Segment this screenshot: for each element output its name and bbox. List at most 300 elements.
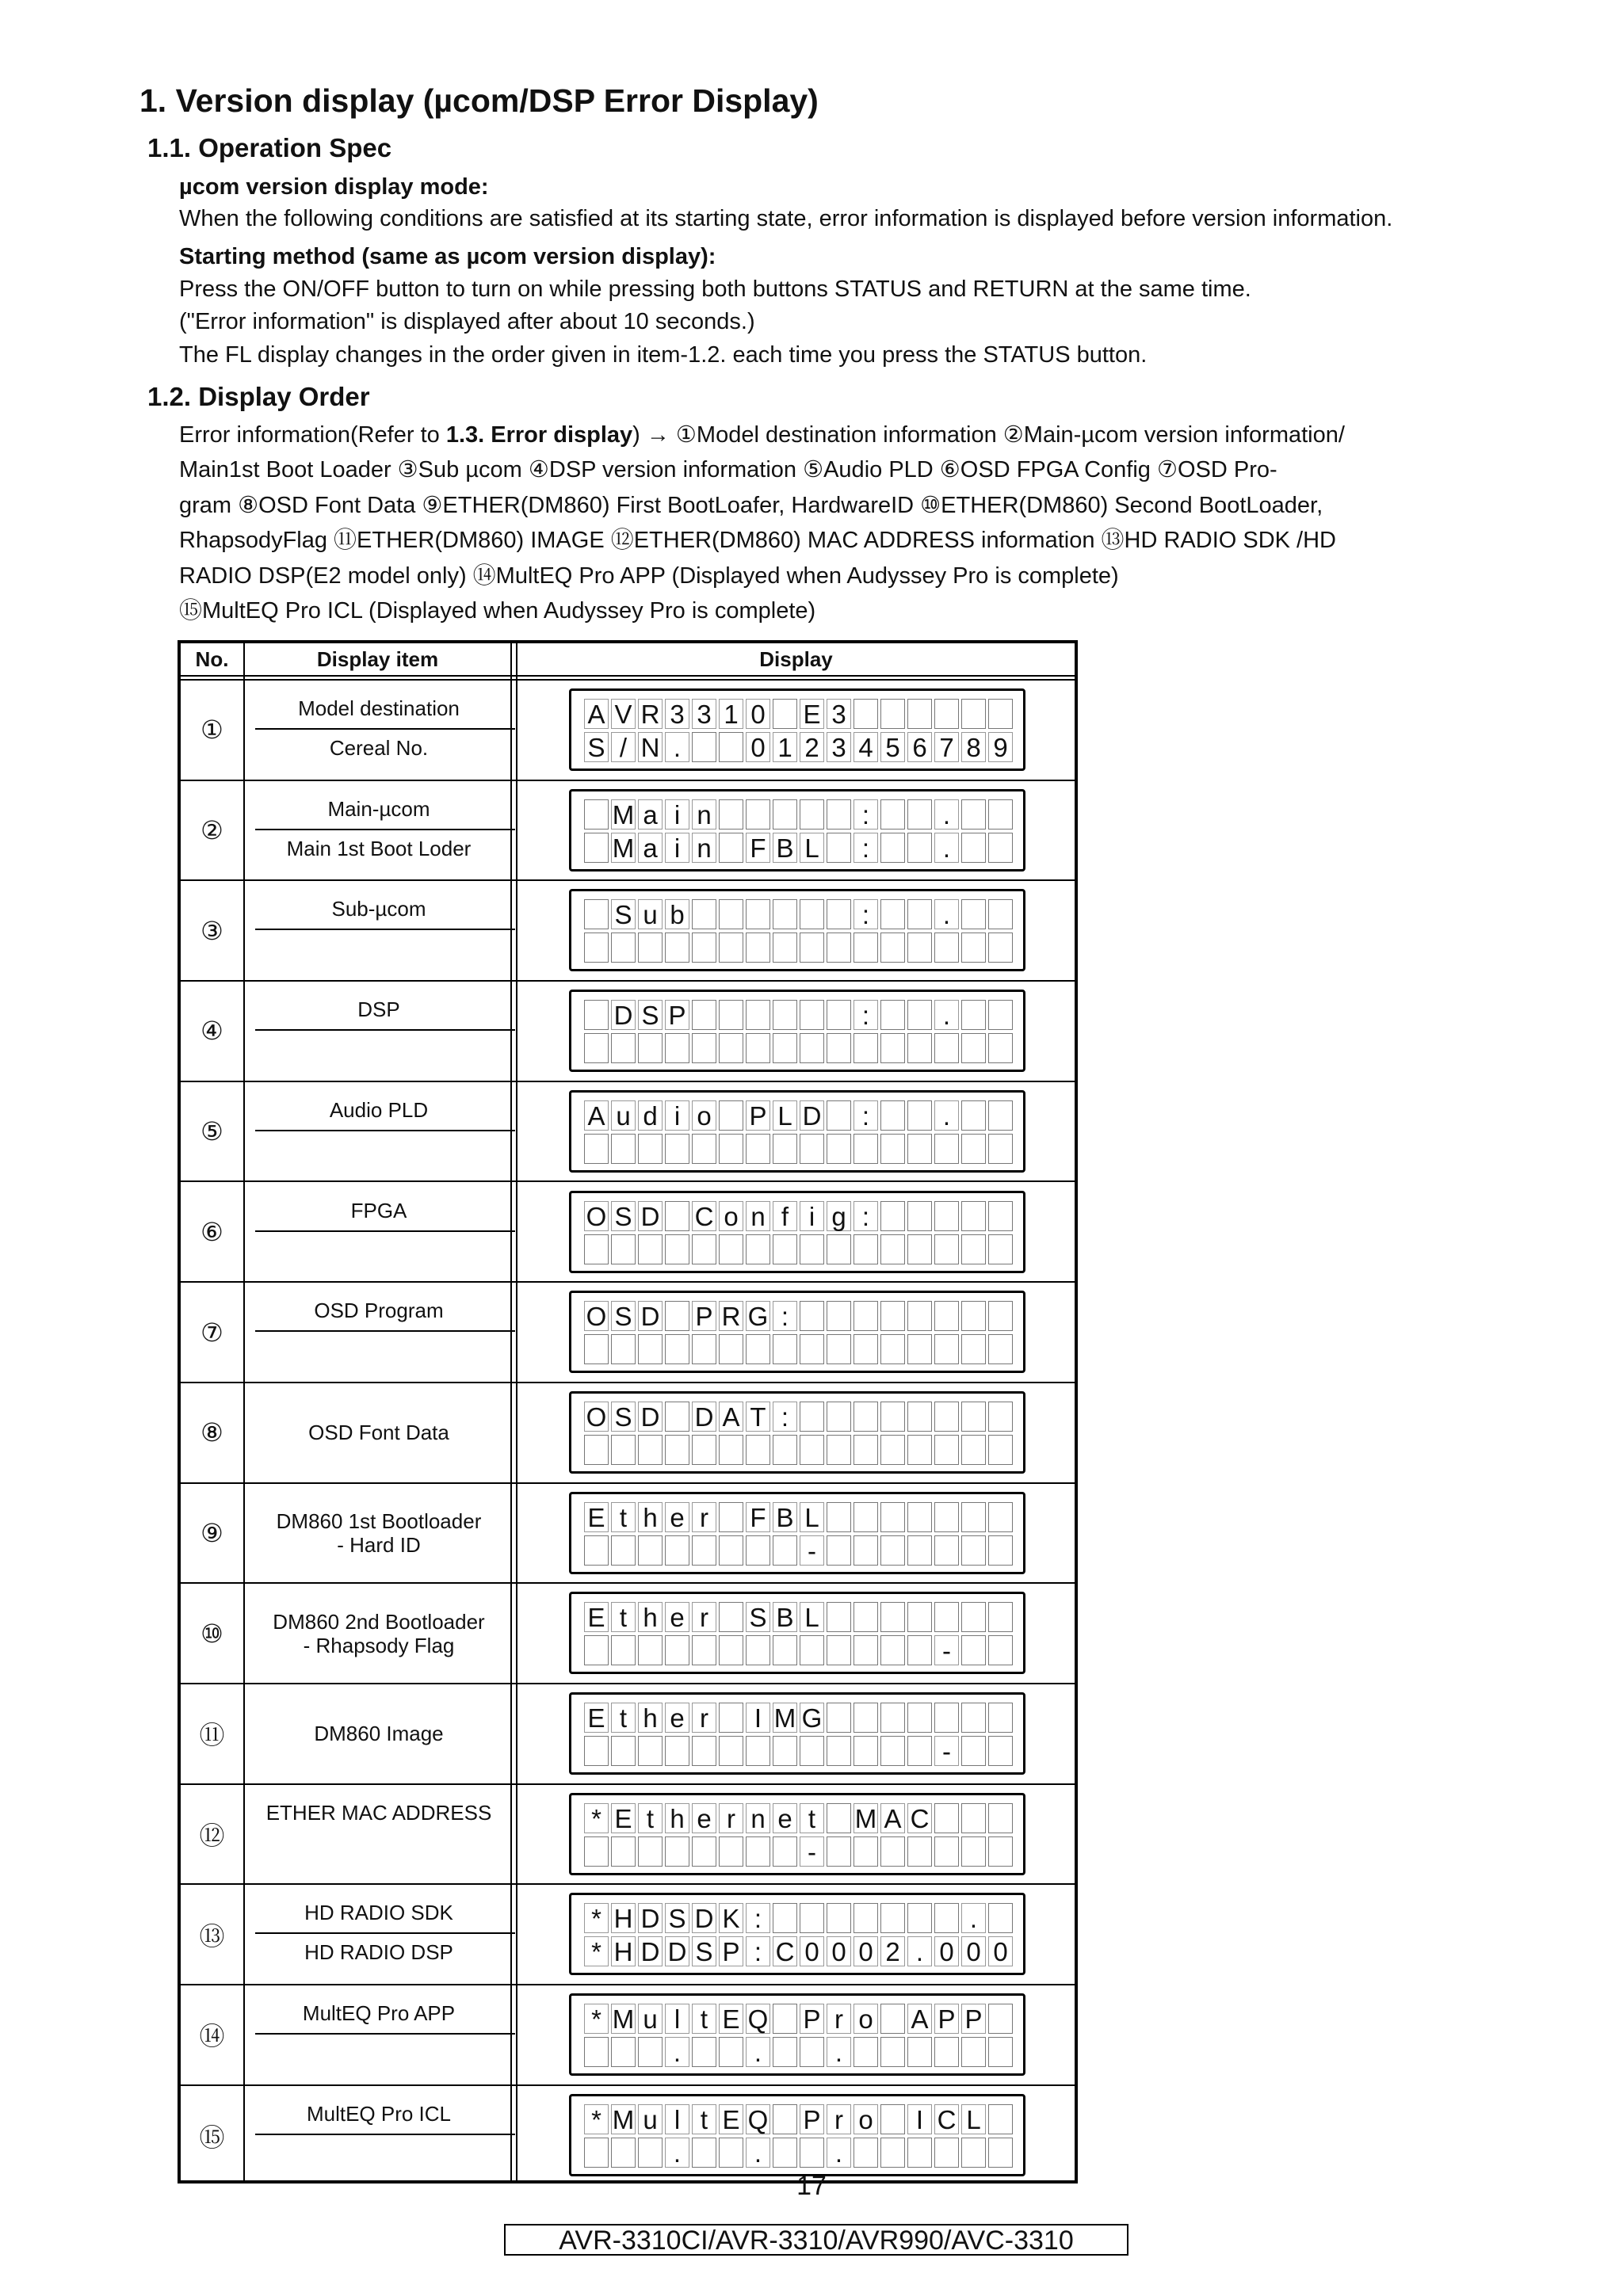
fl-char-cell — [692, 2138, 716, 2168]
fl-char-cell: S — [665, 1903, 689, 1933]
fl-char-cell: r — [692, 1502, 716, 1532]
fl-char-cell — [880, 1502, 905, 1532]
display-table — [178, 640, 1078, 2183]
fl-char-cell — [719, 1502, 743, 1532]
fl-display-line — [584, 1736, 1015, 1766]
fl-char-cell — [961, 1201, 986, 1231]
fl-char-cell: Q — [746, 2104, 770, 2134]
fl-char-cell: C — [907, 1803, 932, 1833]
fl-char-cell — [746, 1836, 770, 1867]
fl-display-line — [584, 1535, 1015, 1566]
fl-char-cell: P — [800, 2104, 824, 2134]
fl-char-cell — [880, 1435, 905, 1465]
fl-display — [569, 889, 1025, 971]
fl-char-cell — [638, 1435, 663, 1465]
fl-char-cell: S — [746, 1602, 770, 1632]
fl-display — [569, 1893, 1025, 1975]
fl-char-cell — [746, 1134, 770, 1164]
fl-char-cell — [638, 933, 663, 963]
fl-char-cell: B — [773, 1602, 797, 1632]
row-display-item — [247, 781, 510, 880]
fl-char-cell: r — [827, 2104, 851, 2134]
fl-char-cell — [665, 1535, 689, 1566]
fl-char-cell: P — [934, 2004, 959, 2034]
fl-char-cell — [961, 1435, 986, 1465]
display-order-line-4: RhapsodyFlag ⑪ETHER(DM860) IMAGE ⑫ETHER(DM860) MAC ADDRESS information ⑬HD RADIO SDK /HD — [179, 528, 1336, 553]
fl-char-cell — [988, 1903, 1013, 1933]
fl-display-line — [584, 1936, 1015, 1966]
fl-char-cell — [800, 2138, 824, 2168]
fl-char-cell — [611, 1736, 636, 1766]
fl-char-cell: : — [773, 1402, 797, 1432]
row-number: ⑬ — [199, 1921, 225, 1951]
fl-display-line — [584, 933, 1015, 963]
fl-char-cell: 2 — [880, 1936, 905, 1966]
fl-char-cell — [880, 1402, 905, 1432]
fl-char-cell — [665, 1033, 689, 1063]
fl-char-cell — [988, 699, 1013, 729]
fl-char-cell — [719, 2037, 743, 2067]
table-row — [181, 1885, 1075, 1985]
fl-char-cell — [961, 2138, 986, 2168]
fl-char-cell: I — [907, 2104, 932, 2134]
fl-char-cell: . — [934, 1000, 959, 1030]
row-number: ⑫ — [199, 1821, 225, 1851]
fl-char-cell — [692, 1033, 716, 1063]
fl-char-cell — [773, 1535, 797, 1566]
fl-char-cell: D — [611, 1000, 636, 1030]
fl-char-cell — [880, 933, 905, 963]
fl-display — [569, 1793, 1025, 1875]
fl-char-cell — [907, 1502, 932, 1532]
table-row — [181, 781, 1075, 882]
display-item-label: Sub-µcom — [331, 897, 426, 921]
fl-display — [569, 1291, 1025, 1373]
fl-char-cell — [934, 1502, 959, 1532]
fl-char-cell: S — [611, 1301, 636, 1331]
fl-char-cell — [907, 2138, 932, 2168]
fl-char-cell: t — [611, 1703, 636, 1733]
fl-char-cell — [638, 2037, 663, 2067]
fl-display — [569, 1993, 1025, 2076]
fl-char-cell — [746, 1635, 770, 1665]
fl-char-cell — [988, 899, 1013, 929]
fl-char-cell — [934, 1535, 959, 1566]
fl-char-cell — [584, 1134, 609, 1164]
fl-char-cell — [934, 1201, 959, 1231]
fl-char-cell — [584, 799, 609, 830]
fl-char-cell: C — [934, 2104, 959, 2134]
fl-char-cell: 0 — [800, 1936, 824, 1966]
row-display-item — [247, 881, 510, 980]
fl-char-cell: L — [800, 833, 824, 863]
fl-char-cell — [719, 1836, 743, 1867]
fl-char-cell — [907, 799, 932, 830]
fl-char-cell: D — [638, 1936, 663, 1966]
fl-char-cell — [907, 1234, 932, 1264]
fl-char-cell: e — [665, 1602, 689, 1632]
fl-char-cell — [961, 699, 986, 729]
fl-char-cell: M — [612, 799, 635, 830]
fl-char-cell — [934, 933, 959, 963]
fl-char-cell — [961, 933, 986, 963]
fl-char-cell — [854, 1402, 878, 1432]
fl-char-cell: A — [584, 699, 609, 729]
fl-char-cell — [854, 1602, 878, 1632]
mode-label: µcom version display mode: — [179, 174, 489, 200]
fl-char-cell: E — [584, 1602, 609, 1632]
fl-char-cell: S — [584, 732, 609, 762]
fl-char-cell — [907, 1134, 932, 1164]
fl-char-cell — [773, 933, 797, 963]
fl-char-cell — [961, 1602, 986, 1632]
fl-char-cell: D — [665, 1936, 689, 1966]
fl-char-cell — [719, 732, 743, 762]
fl-char-cell — [692, 1000, 716, 1030]
fl-char-cell: o — [854, 2104, 878, 2134]
fl-char-cell — [854, 1033, 878, 1063]
fl-char-cell — [746, 799, 770, 830]
item-divider — [255, 728, 515, 730]
fl-char-cell: i — [665, 833, 689, 863]
fl-char-cell — [719, 1033, 743, 1063]
fl-char-cell — [611, 933, 636, 963]
fl-char-cell — [854, 1502, 878, 1532]
fl-char-cell — [800, 1435, 824, 1465]
fl-char-cell — [584, 1635, 609, 1665]
fl-char-cell — [988, 1435, 1013, 1465]
fl-char-cell — [827, 1903, 851, 1933]
fl-char-cell — [584, 899, 609, 929]
fl-display-line — [584, 1334, 1015, 1364]
fl-char-cell — [961, 899, 986, 929]
fl-char-cell — [880, 1703, 905, 1733]
fl-char-cell — [719, 1435, 743, 1465]
fl-char-cell — [880, 2104, 905, 2134]
fl-char-cell — [692, 899, 716, 929]
fl-char-cell: R — [638, 699, 663, 729]
fl-char-cell: b — [665, 899, 689, 929]
fl-char-cell — [827, 1000, 851, 1030]
fl-char-cell: h — [638, 1502, 663, 1532]
fl-char-cell — [880, 1000, 905, 1030]
fl-char-cell — [907, 1334, 932, 1364]
fl-char-cell — [800, 1903, 824, 1933]
fl-char-cell — [638, 1535, 663, 1566]
fl-char-cell — [880, 699, 905, 729]
fl-char-cell — [934, 1234, 959, 1264]
display-item-label: MultEQ Pro ICL — [306, 2101, 452, 2126]
fl-char-cell — [692, 1234, 716, 1264]
fl-char-cell: i — [665, 799, 689, 830]
fl-char-cell — [988, 2004, 1013, 2034]
fl-char-cell — [907, 1301, 932, 1331]
fl-char-cell — [719, 1234, 743, 1264]
fl-char-cell: 2 — [800, 732, 824, 762]
fl-char-cell — [961, 1334, 986, 1364]
fl-char-cell — [988, 1635, 1013, 1665]
fl-display-line — [584, 1703, 1015, 1733]
fl-char-cell: B — [773, 833, 797, 863]
fl-char-cell: P — [719, 1936, 743, 1966]
fl-char-cell: r — [692, 1703, 716, 1733]
fl-char-cell — [611, 1535, 636, 1566]
fl-char-cell: E — [719, 2104, 743, 2134]
fl-char-cell — [800, 1033, 824, 1063]
fl-display-line — [584, 699, 1015, 729]
fl-char-cell — [907, 1435, 932, 1465]
fl-char-cell — [988, 1535, 1013, 1566]
display-item-label: OSD Program — [314, 1299, 444, 1323]
fl-char-cell — [800, 799, 824, 830]
row-number: ⑤ — [200, 1117, 223, 1146]
fl-char-cell — [800, 1402, 824, 1432]
fl-char-cell: i — [800, 1201, 824, 1231]
fl-char-cell: 5 — [880, 732, 905, 762]
fl-char-cell — [584, 1000, 609, 1030]
fl-char-cell — [800, 1134, 824, 1164]
fl-char-cell — [611, 1234, 636, 1264]
fl-char-cell — [880, 1234, 905, 1264]
fl-char-cell — [934, 1803, 959, 1833]
fl-char-cell — [827, 1803, 851, 1833]
fl-char-cell — [665, 1201, 689, 1231]
fl-char-cell — [827, 1402, 851, 1432]
fl-char-cell — [827, 1502, 851, 1532]
row-number: ⑩ — [200, 1619, 223, 1648]
display-item-label: Audio PLD — [329, 1097, 429, 1122]
table-row — [181, 1082, 1075, 1183]
fl-char-cell: 3 — [692, 699, 716, 729]
fl-char-cell: L — [800, 1602, 824, 1632]
row-number: ② — [200, 816, 223, 845]
fl-char-cell — [934, 2138, 959, 2168]
error-display-reference: 1.3. Error display — [445, 422, 633, 448]
display-order-line-5: RADIO DSP(E2 model only) ⑭MultEQ Pro APP (Displayed when Audyssey Pro is complete) — [179, 563, 1119, 589]
fl-char-cell: o — [692, 1100, 716, 1131]
fl-display — [569, 789, 1025, 871]
fl-char-cell — [719, 933, 743, 963]
fl-char-cell: M — [612, 2004, 635, 2035]
fl-char-cell — [665, 1435, 689, 1465]
fl-char-cell: D — [638, 1201, 663, 1231]
display-item-sublabel: Main 1st Boot Loder — [286, 836, 472, 860]
fl-char-cell: C — [773, 1936, 797, 1966]
fl-char-cell: n — [746, 1803, 770, 1833]
table-row — [181, 881, 1075, 982]
fl-char-cell: B — [773, 1502, 797, 1532]
fl-char-cell — [746, 933, 770, 963]
fl-char-cell — [638, 1836, 663, 1867]
fl-char-cell — [988, 799, 1013, 830]
fl-char-cell — [961, 1703, 986, 1733]
display-item-label: Main-µcom — [327, 796, 430, 821]
fl-char-cell: 9 — [988, 732, 1013, 762]
fl-char-cell — [584, 933, 609, 963]
fl-char-cell — [880, 1836, 905, 1867]
fl-char-cell: u — [638, 899, 663, 929]
fl-char-cell — [827, 833, 851, 863]
fl-char-cell: A — [880, 1803, 905, 1833]
fl-char-cell — [907, 1535, 932, 1566]
fl-char-cell: D — [638, 1903, 663, 1933]
fl-char-cell: : — [854, 799, 878, 830]
fl-char-cell: : — [773, 1301, 797, 1331]
fl-char-cell — [665, 933, 689, 963]
fl-char-cell: i — [665, 1100, 689, 1131]
fl-char-cell — [827, 1234, 851, 1264]
fl-char-cell: n — [692, 833, 716, 863]
fl-char-cell: / — [611, 732, 636, 762]
fl-char-cell: e — [692, 1803, 716, 1833]
fl-char-cell: D — [692, 1903, 716, 1933]
fl-char-cell — [827, 799, 851, 830]
fl-char-cell: t — [692, 2104, 716, 2134]
fl-char-cell: 0 — [934, 1936, 959, 1966]
fl-char-cell: 0 — [746, 732, 770, 762]
display-order-text-a: Error information(Refer to — [179, 422, 446, 448]
fl-char-cell — [907, 1402, 932, 1432]
item-divider — [255, 2134, 515, 2135]
fl-char-cell — [719, 1100, 743, 1131]
display-item-label: DM860 1st Bootloader - Hard ID — [276, 1508, 482, 1557]
fl-char-cell — [773, 1903, 797, 1933]
fl-char-cell — [907, 833, 932, 863]
fl-char-cell — [665, 1402, 689, 1432]
fl-char-cell: 0 — [961, 1936, 986, 1966]
fl-char-cell: L — [800, 1502, 824, 1532]
fl-char-cell — [854, 933, 878, 963]
fl-char-cell — [665, 1635, 689, 1665]
fl-char-cell: D — [638, 1402, 663, 1432]
section-operation-spec-title: 1.1. Operation Spec — [147, 133, 392, 162]
row-number: ⑪ — [199, 1721, 225, 1750]
fl-char-cell — [880, 1736, 905, 1766]
display-item-label: Model destination — [298, 696, 460, 720]
fl-char-cell — [961, 1100, 986, 1131]
fl-char-cell — [719, 833, 743, 863]
fl-display-line — [584, 1134, 1015, 1164]
fl-char-cell: l — [665, 2004, 689, 2034]
fl-char-cell — [719, 1535, 743, 1566]
fl-char-cell — [665, 1334, 689, 1364]
fl-char-cell — [934, 699, 959, 729]
item-divider — [255, 1029, 515, 1031]
header-display: Display — [759, 646, 833, 671]
fl-char-cell: h — [638, 1703, 663, 1733]
fl-char-cell — [907, 1000, 932, 1030]
fl-char-cell: - — [934, 1736, 959, 1766]
fl-char-cell — [988, 1334, 1013, 1364]
fl-char-cell: . — [961, 1903, 986, 1933]
fl-char-cell: u — [611, 1100, 636, 1131]
fl-char-cell — [773, 1334, 797, 1364]
fl-char-cell — [961, 1301, 986, 1331]
fl-char-cell: d — [638, 1100, 663, 1131]
fl-char-cell — [692, 1535, 716, 1566]
fl-char-cell — [800, 1334, 824, 1364]
fl-char-cell — [961, 2037, 986, 2067]
fl-char-cell: A — [584, 1100, 609, 1131]
fl-char-cell — [746, 1234, 770, 1264]
fl-char-cell — [773, 2104, 797, 2134]
fl-char-cell — [827, 1635, 851, 1665]
fl-char-cell — [773, 1635, 797, 1665]
fl-char-cell — [827, 1535, 851, 1566]
row-number: ⑭ — [199, 2022, 225, 2051]
fl-char-cell: H — [611, 1903, 636, 1933]
display-order-line-1 — [179, 421, 1345, 449]
fl-char-cell — [854, 1736, 878, 1766]
fl-char-cell — [800, 933, 824, 963]
fl-char-cell — [880, 1334, 905, 1364]
fl-char-cell — [773, 1033, 797, 1063]
fl-char-cell: E — [611, 1803, 636, 1833]
display-item-label: FPGA — [350, 1198, 407, 1222]
fl-char-cell — [907, 933, 932, 963]
fl-display — [569, 1191, 1025, 1273]
fl-display-line — [584, 1000, 1015, 1030]
fl-char-cell — [800, 2037, 824, 2067]
fl-char-cell: h — [638, 1602, 663, 1632]
fl-char-cell: e — [665, 1703, 689, 1733]
fl-char-cell — [584, 1836, 609, 1867]
fl-char-cell — [800, 1635, 824, 1665]
fl-char-cell — [665, 1736, 689, 1766]
fl-char-cell: 0 — [854, 1936, 878, 1966]
item-divider — [255, 2033, 515, 2035]
table-row — [181, 1985, 1075, 2086]
fl-char-cell — [638, 2138, 663, 2168]
fl-display-line — [584, 833, 1015, 863]
fl-char-cell — [611, 1635, 636, 1665]
fl-char-cell: o — [719, 1201, 743, 1231]
fl-char-cell: : — [746, 1936, 770, 1966]
fl-char-cell: C — [692, 1201, 716, 1231]
fl-display-line — [584, 1201, 1015, 1231]
fl-char-cell — [800, 1736, 824, 1766]
fl-char-cell — [988, 1201, 1013, 1231]
fl-char-cell — [665, 1836, 689, 1867]
fl-char-cell — [773, 1134, 797, 1164]
fl-char-cell — [584, 833, 609, 863]
fl-char-cell: K — [719, 1903, 743, 1933]
row-number: ⑮ — [199, 2123, 225, 2153]
fl-char-cell — [827, 1435, 851, 1465]
fl-char-cell: E — [800, 699, 824, 729]
fl-display-line — [584, 1234, 1015, 1264]
header-no: No. — [195, 646, 229, 671]
fl-char-cell: P — [746, 1100, 770, 1131]
fl-char-cell — [773, 1435, 797, 1465]
fl-char-cell — [746, 1435, 770, 1465]
fl-char-cell: O — [584, 1201, 609, 1231]
display-order-line-6: ⑮MultEQ Pro ICL (Displayed when Audyssey Pro is complete) — [179, 598, 816, 624]
fl-char-cell — [961, 1836, 986, 1867]
fl-char-cell: 3 — [665, 699, 689, 729]
fl-char-cell: E — [719, 2004, 743, 2034]
fl-char-cell — [584, 1234, 609, 1264]
model-footer: AVR-3310CI/AVR-3310/AVR990/AVC-3310 — [504, 2224, 1128, 2256]
start-line-2: ("Error information" is displayed after about 10 seconds.) — [179, 309, 755, 334]
item-divider — [255, 1130, 515, 1131]
start-line-1: Press the ON/OFF button to turn on while pressing both buttons STATUS and RETURN at the same time. — [179, 277, 1251, 302]
fl-char-cell — [988, 1703, 1013, 1733]
fl-char-cell — [773, 899, 797, 929]
fl-char-cell: . — [827, 2037, 851, 2067]
fl-char-cell: O — [584, 1402, 609, 1432]
row-display-item — [247, 1684, 510, 1783]
